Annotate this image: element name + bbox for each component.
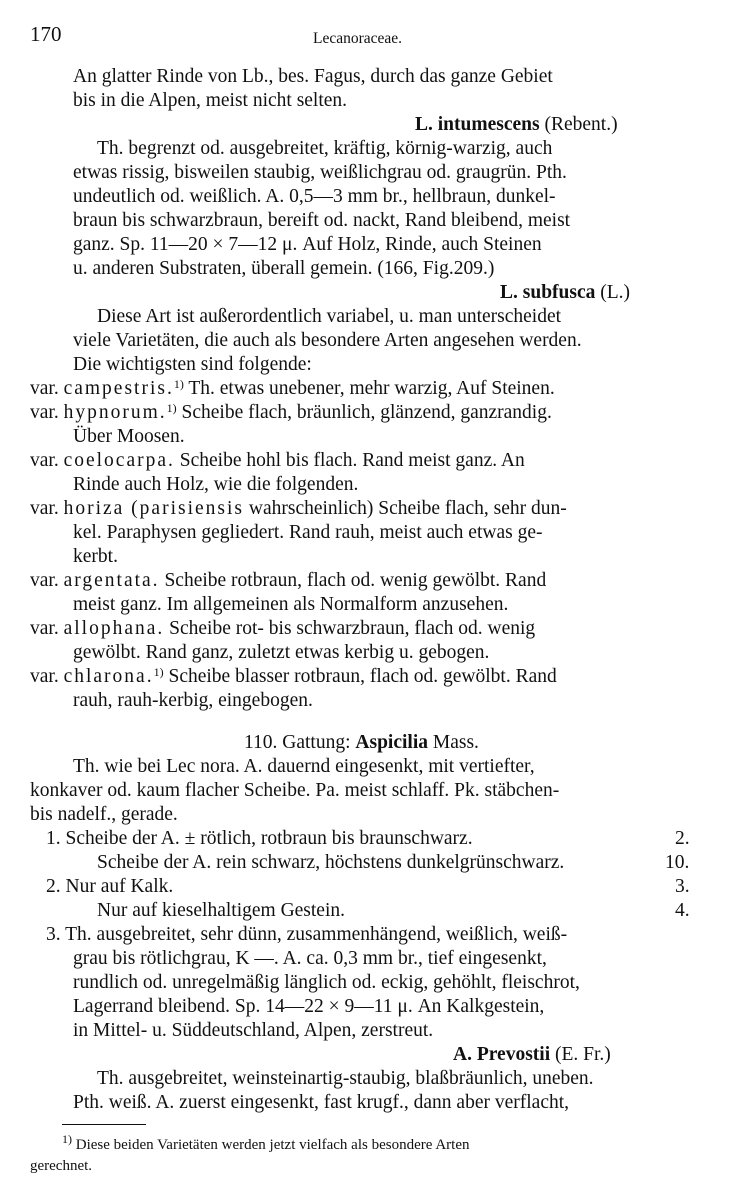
text-line: kerbt. — [73, 546, 118, 567]
variety-entry: var. campestris.$^{1)}$ Th. etwas unebener, mehr warzig, Auf Steinen. — [30, 377, 555, 399]
variety-name: allophana. — [63, 618, 165, 639]
variety-name: argentata. — [63, 570, 160, 591]
variety-entry: var. coelocarpa. Scheibe hohl bis flach. Rand meist ganz. An — [30, 450, 525, 471]
footnote-rule — [62, 1124, 146, 1125]
key-number: 4. — [675, 900, 690, 921]
text-line: undeutlich od. weißlich. A. 0,5—3 mm br., hellbraun, dunkel- — [73, 186, 556, 207]
text-line: konkaver od. kaum flacher Scheibe. Pa. meist schlaff. Pk. stäbchen- — [30, 780, 560, 801]
footnote-continuation: gerechnet. — [30, 1158, 93, 1174]
footnote: $^{1)}$ Diese beiden Varietäten werden jetzt vielfach als besondere Arten — [62, 1132, 470, 1153]
variety-name: coelocarpa. — [63, 450, 175, 471]
text-line: rauh, rauh-kerbig, eingebogen. — [73, 690, 313, 711]
variety-entry: var. horiza (parisiensis wahrscheinlich) Scheibe flach, sehr dun- — [30, 498, 567, 519]
text-line: An glatter Rinde von Lb., bes. Fagus, durch das ganze Gebiet — [73, 66, 553, 87]
key-number: 2. — [675, 828, 690, 849]
text-line: u. anderen Substraten, überall gemein. (166, Fig.209.) — [73, 258, 495, 279]
genus-heading: 110. Gattung: Aspicilia Mass. — [244, 732, 479, 753]
variety-name: chlarona. — [63, 666, 154, 687]
text-line: grau bis rötlichgrau, K —. A. ca. 0,3 mm br., tief eingesenkt, — [73, 948, 547, 969]
text-line: kel. Paraphysen gegliedert. Rand rauh, meist auch etwas ge- — [73, 522, 543, 543]
text-line: braun bis schwarzbraun, bereift od. nackt, Rand bleibend, meist — [73, 210, 571, 231]
key-line: 1. Scheibe der A. ± rötlich, rotbraun bis braunschwarz. — [46, 828, 473, 849]
text-line: Diese Art ist außerordentlich variabel, u. man unterscheidet — [97, 306, 562, 327]
genus-name: Aspicilia — [355, 732, 428, 753]
text-line: bis nadelf., gerade. — [30, 804, 178, 825]
variety-name: horiza (parisiensis — [63, 498, 244, 519]
footnote-ref: 1) — [173, 377, 184, 391]
running-title: Lecanoraceae. — [313, 30, 403, 47]
species-author: (Rebent.) — [539, 114, 618, 135]
page-number: 170 — [30, 22, 62, 46]
species-heading — [415, 113, 618, 137]
species-name: L. subfusca — [500, 282, 596, 303]
footnote-ref: 1) — [166, 401, 177, 415]
species-name: L. intumescens — [415, 114, 540, 135]
text-line: Th. ausgebreitet, weinsteinartig-staubig, blaßbräunlich, uneben. — [97, 1068, 594, 1089]
text-line: Über Moosen. — [73, 426, 185, 447]
text-line: etwas rissig, bisweilen staubig, weißlichgrau od. graugrün. Pth. — [73, 162, 567, 183]
key-line: Nur auf kieselhaltigem Gestein. — [97, 900, 346, 921]
text-line: Th. wie bei Lec nora. A. dauernd eingesenkt, mit vertiefter, — [73, 756, 535, 777]
key-line: Scheibe der A. rein schwarz, höchstens dunkelgrünschwarz. — [97, 852, 565, 873]
text-line: rundlich od. unregelmäßig länglich od. eckig, gehöhlt, fleischrot, — [73, 972, 580, 993]
text-line: Th. begrenzt od. ausgebreitet, kräftig, körnig-warzig, auch — [97, 138, 553, 159]
species-heading — [500, 281, 630, 305]
species-author: (L.) — [595, 282, 631, 303]
species-author: (E. Fr.) — [550, 1044, 611, 1065]
text-line: meist ganz. Im allgemeinen als Normalform anzusehen. — [73, 594, 509, 615]
text-line: Pth. weiß. A. zuerst eingesenkt, fast krugf., dann aber verflacht, — [73, 1092, 570, 1113]
text-line: Lagerrand bleibend. Sp. 14—22 × 9—11 μ. An Kalkgestein, — [73, 996, 545, 1017]
text-line: 3. Th. ausgebreitet, sehr dünn, zusammenhängend, weißlich, weiß- — [46, 924, 568, 945]
text-line: gewölbt. Rand ganz, zuletzt etwas kerbig u. gebogen. — [73, 642, 490, 663]
variety-name: campestris. — [63, 378, 174, 399]
key-number: 3. — [675, 876, 690, 897]
key-number: 10. — [665, 852, 690, 873]
variety-name: hypnorum. — [63, 402, 167, 423]
variety-entry: var. argentata. Scheibe rotbraun, flach od. wenig gewölbt. Rand — [30, 570, 547, 591]
species-name: A. Prevostii — [453, 1044, 551, 1065]
variety-entry: var. hypnorum.$^{1)}$ Scheibe flach, bräunlich, glänzend, ganzrandig. — [30, 401, 552, 423]
text-line: ganz. Sp. 11—20 × 7—12 μ. Auf Holz, Rinde, auch Steinen — [73, 234, 542, 255]
text-line: bis in die Alpen, meist nicht selten. — [73, 90, 348, 111]
footnote-ref: 1) — [153, 665, 164, 679]
variety-entry: var. allophana. Scheibe rot- bis schwarzbraun, flach od. wenig — [30, 618, 536, 639]
text-line: Die wichtigsten sind folgende: — [73, 354, 312, 375]
text-line: viele Varietäten, die auch als besondere Arten angesehen werden. — [73, 330, 582, 351]
footnote-marker: 1) — [62, 1132, 72, 1146]
variety-entry: var. chlarona.$^{1)}$ Scheibe blasser rotbraun, flach od. gewölbt. Rand — [30, 665, 557, 687]
text-line: Rinde auch Holz, wie die folgenden. — [73, 474, 359, 495]
species-heading — [453, 1043, 611, 1067]
key-line: 2. Nur auf Kalk. — [46, 876, 174, 897]
text-line: in Mittel- u. Süddeutschland, Alpen, zerstreut. — [73, 1020, 434, 1041]
